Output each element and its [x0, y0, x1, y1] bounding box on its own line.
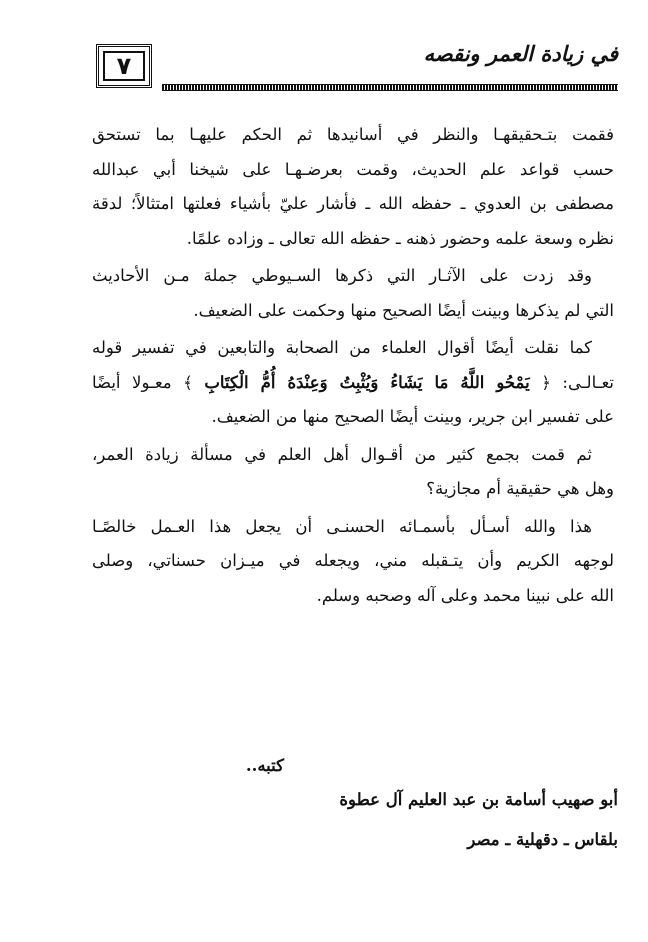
text-line: وقد زدت على الآثـار التي ذكرها السـيوطي جملة مـن الأحاديث [92, 266, 592, 285]
running-title: في زيادة العمر ونقصه [423, 42, 618, 66]
text-line: كما نقلت أيضًا أقوال العلماء من الصحابة والتابعين في تفسير قوله [92, 338, 592, 357]
written-by: كتبه.. [245, 756, 284, 775]
text-line: نظره وسعة علمه وحضور ذهنه ـ حفظه الله تعالى ـ وزاده علمًا. [186, 228, 614, 248]
text-line-with-verse [92, 366, 614, 401]
text-line: التي لم يذكرها وبينت أيضًا الصحيح منها وحكمت على الضعيف. [193, 300, 614, 320]
text-line: وهل هي حقيقية أم مجازية؟ [426, 479, 614, 498]
text-line: فقمت بتـحقيقهـا والنظر في أسانيدها ثم الحكم عليهـا بما تستحق [92, 125, 614, 144]
verse-close: ﴾ معـولا أيضًا [92, 372, 205, 392]
text-line: هذا والله أسـأل بأسمـائه الحسنـى أن يجعل هذا العـمل خالصًـا [92, 516, 592, 536]
verse-open: تعـالـى: ﴿ [529, 372, 614, 392]
author-location: بلقاس ـ دقهلية ـ مصر [467, 830, 618, 849]
quran-verse: يَمْحُو اللَّهُ مَا يَشَاءُ وَيُثْبِتُ وَعِنْدَهُ أُمُّ الْكِتَابِ [204, 372, 530, 392]
page-header [94, 40, 618, 94]
paragraph-4 [92, 438, 614, 507]
text-line: الله على نبينا محمد وعلى آله وصحبه وسلم. [316, 585, 614, 605]
paragraph-5 [92, 510, 614, 614]
text-line: مصطفى بن العدوي ـ حفظه الله ـ فأشار عليّ بأشياء فعلتها امتثالاً؛ لدقة [92, 194, 614, 213]
header-rule [162, 84, 618, 91]
text-line: لوجهه الكريم وأن يتـقبله مني، ويجعله في ميـزان حسناتي، وصلى [92, 551, 614, 570]
author-name: أبو صهيب أسامة بن عبد العليم آل عطوة [339, 790, 618, 809]
text-line: حسب قواعد علم الحديث، وقمت بعرضـهـا على شيخنا أبي عبدالله [92, 159, 614, 179]
body-text [92, 118, 614, 616]
page-number-box [96, 44, 152, 88]
text-line: على تفسير ابن جرير، وبينت أيضًا الصحيح منها من الضعيف. [211, 407, 614, 426]
paragraph-2 [92, 259, 614, 328]
page-number: ٧ [116, 52, 132, 80]
paragraph-1 [92, 118, 614, 256]
text-line: ثم قمت بجمع كثير من أقـوال أهل العلم في مسألة زيادة العمر، [92, 444, 592, 464]
paragraph-3 [92, 331, 614, 435]
